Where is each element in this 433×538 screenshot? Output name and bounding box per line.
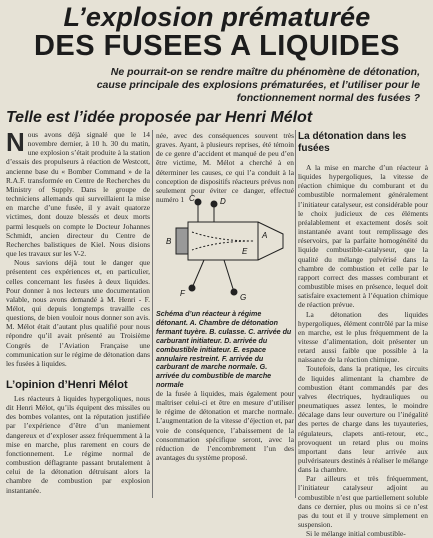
opinion-heading: L’opinion d’Henri Mélot: [6, 379, 128, 391]
detonation-heading: La détonation dans les fusées: [298, 131, 407, 154]
col3-paragraph-1: A la mise en marche d’un réacteur à liquides hypergoliques, la vitesse de réaction chimique du comburant et du combustible normalement généralement l’initiateur catalyseur, est considérable pour le choix judicieux de ces éléments préalablement et exactement dosés soit instantanée avant tout remplissage des réservoirs, par la parfaite homogénéité du liquide combustible-catalyseur, que la qualité du mélange pulvérisé dans la chambre de combustion et celle par le rapport correct des masses comburant et combustible mises en présence, lequel doit satisfaire exactement à l’équation chimique de réaction prévue.: [298, 163, 428, 310]
figure-label-g: G: [240, 293, 247, 302]
col3-paragraph-3: Toutefois, dans la pratique, les circuits de liquides alimentant la chambre de combustion étant commandés par des valves électriques, hydrauliques ou pneumatiques assez lentes, le moindre décalage dans leur ouverture ou l’inégalité des pertes de charge dans les tuyauteries, régulateurs, clapets anti-retour, etc., provoquent un retard plus ou moins important dans leur arrivée aux pulvérisateurs destinés à réaliser le mélange dans la chambre.: [298, 364, 428, 475]
feed-line-g: [224, 260, 234, 292]
col2-paragraph-top: née, avec des conséquences souvent très graves. Ayant, à plusieurs reprises, été témoin de ce genre d’accident et manqué de peu d’en être victime, M. Mélot a cherché à en déterminer les causes, ce qui l’a conduit à la conception de dispositifs réacteurs prévus non seulement pour éviter ce danger, effectué numéro 1: [156, 131, 294, 205]
col3-paragraph-5: Si le mélange initial combustible-: [306, 529, 406, 538]
valve-g: [231, 289, 237, 295]
figure-label-d: D: [220, 197, 226, 206]
breech-shape: [176, 228, 188, 254]
feed-line-f: [192, 260, 204, 288]
article-subhead: Telle est l’idée proposée par Henri Mélot: [6, 109, 313, 126]
valve-d: [211, 201, 217, 207]
column-2-top: [156, 131, 294, 205]
headline-line-1: L’explosion prématurée: [63, 2, 371, 32]
column-3: [298, 163, 428, 538]
col3-paragraph-2: La détonation des liquides hypergoliques, élément contrôlé par la mise en marche, est le plus fréquemment de la vitesse d’alimentation, doit présenter un retard aussi faible que possible à la naissance de la réaction chimique.: [298, 309, 428, 365]
opinion-text-block: [6, 394, 150, 498]
nozzle-shape: [258, 222, 283, 260]
column-2-bottom: [156, 389, 294, 498]
figure-label-b: B: [166, 237, 172, 246]
drop-cap: N: [6, 127, 25, 157]
col2-paragraph-bottom: de la fusée à liquides, mais également pour maîtriser celui-ci et être en mesure d’utiliser le régime de détonation et marche normale. L’augmentation de la vitesse d’éjection et, par voie de conséquence, l’abaissement de la consommation spécifique seront, avec la réduction de l’encombrement l’un des avantages du système proposé.: [156, 389, 294, 463]
reactor-diagram: [158, 192, 294, 310]
figure-label-c: C: [189, 194, 195, 203]
valve-f: [189, 285, 195, 291]
col3-paragraph-4: Par ailleurs et très fréquemment, l’initiateur catalyseur adjoint au combustible n’est que partiellement soluble dans ce dernier, plus ou moins si ce n’est pas du tout et il y trouve simplement en suspension.: [298, 474, 428, 530]
col1-paragraph-1: ous avons déjà signalé que le 14 novembre dernier, à 10 h. 30 du matin, une explosion s’était produite à la station d’essais des propulseurs à réaction de Westcott, ancienne base du « Bomber Command » de la R.A.F. transformée en Centre de Recherches du Ministry of Supply. Dans le groupe de techniciens allemands qui surveillaient la mise en marche d’une fusée, il y avait quatorze victimes, dont douze blessés et deux morts parmi lesquels on compte le Docteur Johannes Schmidt, ancien directeur du Centre de Recherches balistiques de Kiel. Nous disions que les travaux sur les V-2.: [6, 130, 150, 259]
opinion-paragraph: Les réacteurs à liquides hypergoliques, nous dit Henri Mélot, qu’ils équipent des missiles ou des bombes volantes, ont la réputation justifiée par l’expérience d’être d’un maniement dangereux et d’exploser assez fréquemment à la mise en marche, plus rarement en cours de fonctionnement. Le régime normal de combustion déflagrante passant brutalement à celui de la détonation détruisant alors la chambre de combustion par explosion instantanée.: [6, 394, 150, 495]
figure-label-f: F: [180, 289, 185, 298]
article-deck: Ne pourrait-on se rendre maître du phénomène de détonation, cause principale des explosions prématurées, et l’utiliser pour le fonctionnement normal des fusées ?: [96, 66, 420, 104]
headline-line-2: DES FUSEES A LIQUIDES: [33, 30, 401, 62]
column-divider-2: [295, 130, 296, 498]
figure-label-a: A: [262, 231, 268, 240]
figure-label-e: E: [242, 247, 248, 256]
valve-c: [195, 199, 201, 205]
column-divider-1: [152, 130, 153, 498]
col1-paragraph-2: Nous savions déjà tout le danger que présentent ces expériences et, en particulier, celles concernant les fusées à deux liquides. Pour donner à nos lecteurs une documentation valable, nous avons demandé à M. Henri - F. Mélot, qui depuis longtemps travaille ces questions, de bien vouloir nous donner son avis. M. Mélot était d’autant plus qualifié pour nous répondre qu’il avait présenté au Troisième Congrès de l’Aviation Française une communication sur le régime de détonation dans les fusées à liquides.: [6, 258, 150, 368]
diagram-caption: Schéma d’un réacteur à régime détonant. A. Chambre de détonation fermant tuyère. B. culasse. C. arrivée du carburant initiateur. D. arrivée du combustible initiateur. E. espace annulaire restreint. F. arrivée du carburant de marche normale. G. arrivée du combustible de marche normale: [156, 310, 292, 390]
